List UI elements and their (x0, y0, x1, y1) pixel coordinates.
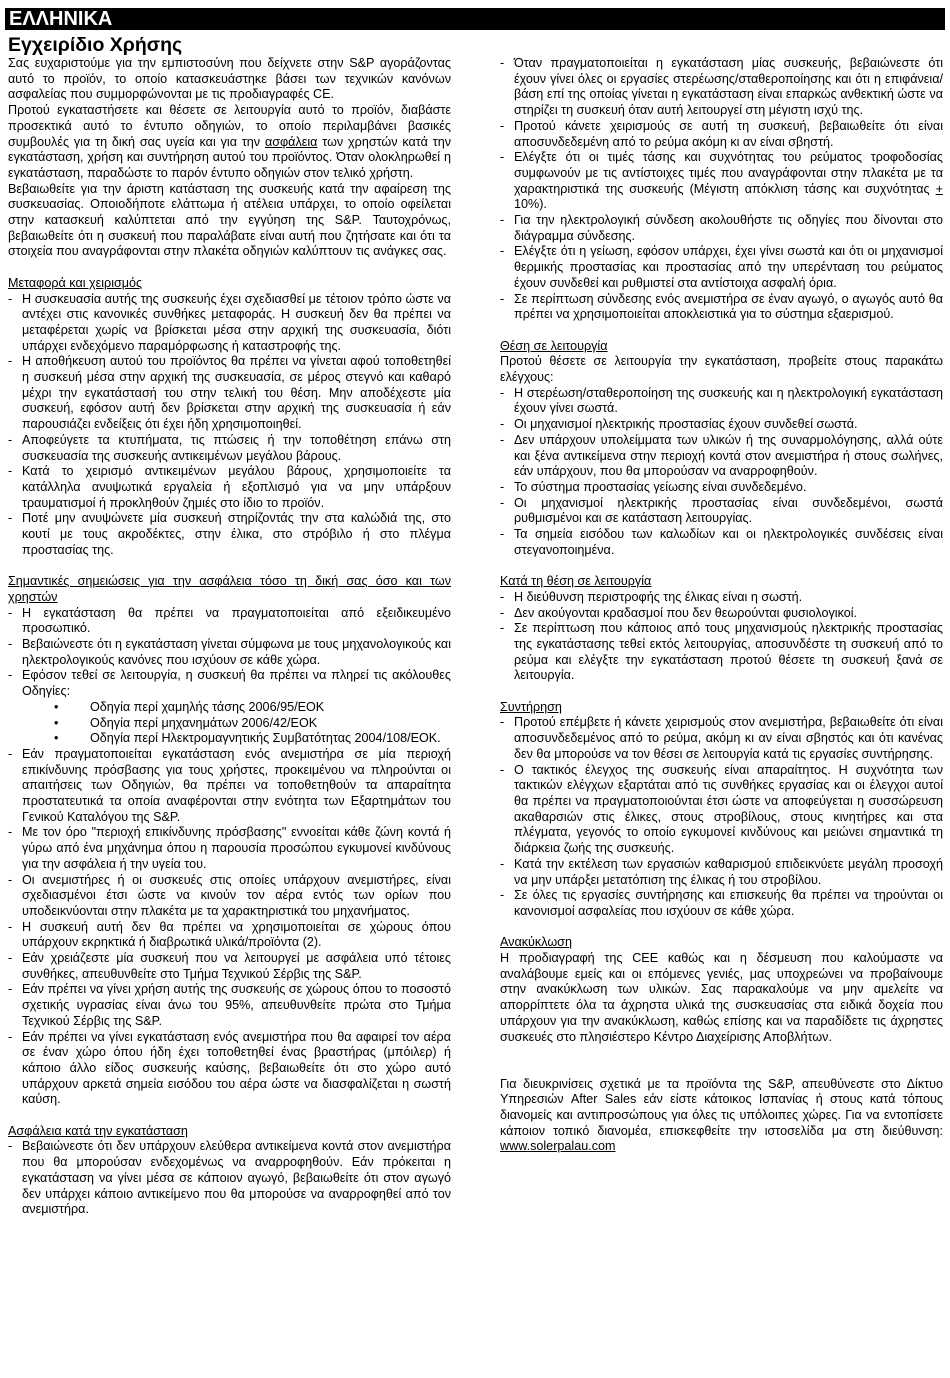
list-item-text: Σε περίπτωση που κάποιος από τους μηχανισμούς ηλεκτρικής προστασίας της εγκατάστασης τεθεί εκτός λειτουργίας, αποσυνδέστε τη συσκευή από το ρεύμα και ελέγξτε την εγκατάσταση προτού θέσετε τη συσκευή ξανά σε λειτουργία. (514, 621, 943, 683)
list-item-text: Οι ανεμιστήρες ή οι συσκευές στις οποίες υπάρχουν ανεμιστήρες, είναι σχεδιασμένοι έτσι ώστε να κινούν τον αέρα εντός των ορίων που υποδεικνύονται στην πλακέτα με τα χαρακτηριστικά του μηχανήματος. (22, 872, 451, 918)
list-item (8, 637, 451, 668)
intro-p2-text-a: Προτού εγκαταστήσετε και θέσετε σε λειτουργία αυτό το προϊόν, διαβάστε προσεκτικά αυτό το έντυπο οδηγιών, το οποίο περιλαμβάνει βασικές συμβουλές για τη δική σας υγεία και για την (8, 103, 451, 149)
list-item (500, 292, 943, 323)
maintenance-title: Συντήρηση (500, 699, 562, 714)
directive-text: Οδηγία περί μηχανημάτων 2006/42/ΕΟΚ (90, 715, 318, 730)
directive-bullet (8, 700, 451, 716)
list-item (8, 511, 451, 558)
operation-list (500, 590, 943, 684)
dash-marker: - (500, 605, 505, 620)
list-item (8, 747, 451, 826)
list-item-text: Όταν πραγματοποιείται η εγκατάσταση μίας συσκευής, βεβαιώνεστε ότι έχουν γίνει όλες οι εργασίες στερέωσης/σταθεροποίησης και ότι η επιφάνεια/βάση επί της οποίας γίνεται η εγκατάσταση είναι επαρκώς ανθεκτική ώστε να στηρίζει τη συσκευή όταν αυτή λειτουργεί στη μέγιστη ισχύ της. (514, 56, 943, 118)
dash-marker: - (500, 495, 505, 510)
dash-marker: - (500, 621, 505, 636)
list-item (500, 244, 943, 291)
website-link[interactable]: www.solerpalau.com (500, 1139, 616, 1154)
contact-text: Για διευκρινίσεις σχετικά με τα προϊόντα της S&P, απευθύνεστε στο Δίκτυο Υπηρεσιών After Sales εάν είστε κάτοικος Ισπανίας ή στους κατά τόπους διανομείς και αντιπροσώπους για όλες τις υπόλοιπες χώρες. Για να εντοπίσετε κάποιον τοπικό διανομέα, επισκεφθείτε την ιστοσελίδα μα στη διεύθυνση: (500, 1076, 943, 1138)
voltage-text-b: 10%). (514, 197, 547, 212)
list-item (500, 606, 943, 622)
list-item (8, 982, 451, 1029)
list-item-text: Βεβαιώνεστε ότι η εγκατάσταση γίνεται σύμφωνα με τους μηχανολογικούς και ηλεκτρολογικούς κανόνες που ισχύουν σε κάθε χώρα. (22, 636, 451, 667)
start-up-intro: Προτού θέσετε σε λειτουργία την εγκατάσταση, προβείτε στους παρακάτω ελέγχους: (500, 354, 943, 385)
list-item (500, 386, 943, 417)
dash-marker: - (8, 464, 13, 479)
list-item (8, 951, 451, 982)
language-header: ΕΛΛΗΝΙΚΑ (5, 8, 945, 30)
list-item-text: Κατά το χειρισμό αντικειμένων μεγάλου βάρους, χρησιμοποιείτε τα κατάλληλα ανυψωτικά εργαλεία ή εξοπλισμό για να μην υπάρξουν τραυματισμοί ή προκληθούν ζημιές στο ίδιο το προϊόν. (22, 464, 451, 510)
list-item-text: Αποφεύγετε τα κτυπήματα, τις πτώσεις ή την τοποθέτηση επάνω στη συσκευασία της συσκευής αντικειμένων μεγάλου βάρους. (22, 432, 451, 463)
intro-paragraph-2 (8, 103, 451, 182)
list-item (500, 480, 943, 496)
dash-marker: - (8, 354, 13, 369)
dash-marker: - (8, 746, 13, 761)
list-item-text: Εάν πραγματοποιείται εγκατάσταση ενός ανεμιστήρα σε μία περιοχή επικίνδυνης πρόσβασης για τους χρήστες, προκειμένου να πληρούνται οι απαιτήσεις των Οδηγιών, θα πρέπει να τοποθετηθούν τα απαραίτητα προστατευτικά τα οποία αναφέρονται στην ενότητα των Εξαρτημάτων του Γενικού Καταλόγου της S&P. (22, 746, 451, 824)
list-item-text: Η αποθήκευση αυτού του προϊόντος θα πρέπει να γίνεται αφού τοποθετηθεί η συσκευή μέσα στην αρχική της συσκευασία, σε μέρος στεγνό και καθαρό μέχρι την εγκατάστασή του στην τελική του θέση. Μην αποδέχεστε μία συσκευή, εφόσον αυτή δεν βρίσκεται στην αρχική της συσκευασία ή εάν παρουσιάζει ενδείξεις ότι έχει ήδη χρησιμοποιηθεί. (22, 354, 451, 432)
list-item (500, 857, 943, 888)
install-safety-list-continued (500, 56, 943, 323)
dash-marker: - (8, 636, 13, 651)
list-item-text: Η εγκατάσταση θα πρέπει να πραγματοποιείται από εξειδικευμένο προσωπικό. (22, 605, 451, 636)
list-item (500, 56, 943, 119)
list-item-text: Το σύστημα προστασίας γείωσης είναι συνδεδεμένο. (514, 479, 807, 494)
dash-marker: - (500, 589, 505, 604)
directive-text: Οδηγία περί Ηλεκτρομαγνητικής Συμβατότητας 2004/108/ΕΟΚ. (90, 731, 441, 746)
dash-marker: - (8, 951, 13, 966)
bullet-marker: • (54, 731, 59, 746)
list-item-text: Τα σημεία εισόδου των καλωδίων και οι ηλεκτρολογικές συνδέσεις είναι στεγανοποιημένα. (514, 527, 943, 557)
list-item-text (514, 150, 943, 213)
list-item-text: Ελέγξτε ότι η γείωση, εφόσον υπάρχει, έχει γίνει σωστά και ότι οι μηχανισμοί θερμικής προστασίας και προστασίας από την υπερένταση του ρεύματος έχουν συνδεθεί και ρυθμιστεί στα αντίστοιχα ασφαλή όρια. (514, 244, 943, 290)
intro-paragraph-3: Βεβαιωθείτε για την άριστη κατάσταση της συσκευής κατά την αφαίρεση της συσκευασίας. Οποιοδήποτε ελάττωμα ή ατέλεια υπάρχει, το οποίο οφείλεται στην κατασκευή καλύπτεται από την εγγύηση της S&P. Ταυτοχρόνως, βεβαιωθείτε ότι η συσκευή που παραλάβατε είναι αυτή που ζητήσατε και ότι τα στοιχεία που αναγράφονται στην πλακέτα οδηγιών καλύπτουν τις ανάγκες σας. (8, 181, 451, 259)
start-up-list (500, 386, 943, 559)
dash-marker: - (8, 825, 13, 840)
install-safety-title: Ασφάλεια κατά την εγκατάσταση (8, 1123, 188, 1138)
list-item (500, 433, 943, 480)
right-column (500, 56, 943, 1155)
list-item (500, 150, 943, 213)
dash-marker: - (500, 527, 505, 542)
list-item-text: Οι μηχανισμοί ηλεκτρικής προστασίας έχουν συνδεθεί σωστά. (514, 417, 858, 432)
dash-marker: - (8, 982, 13, 997)
maintenance-list (500, 715, 943, 919)
dash-marker: - (500, 479, 505, 494)
list-item (500, 527, 943, 558)
list-item (500, 417, 943, 433)
list-item (500, 496, 943, 527)
list-item-text: Εφόσον τεθεί σε λειτουργία, η συσκευή θα πρέπει να πληρεί τις ακόλουθες Οδηγίες: (22, 668, 451, 699)
directive-bullet (8, 716, 451, 732)
list-item-text: Εάν χρειάζεστε μία συσκευή που να λειτουργεί με ασφάλεια υπό τέτοιες συνθήκες, απευθυνθείτε στο Τμήμα Τεχνικού Σέρβις της S&P. (22, 951, 451, 981)
intro-paragraph-1: Σας ευχαριστούμε για την εμπιστοσύνη που δείχνετε στην S&P αγοράζοντας αυτό το προϊόν, το οποίο κατασκευάστηκε βάσει των τεχνικών κανόνων ασφαλείας που συμμορφώνονται με τις προδιαγραφές CE. (8, 56, 451, 102)
list-item-text: Σε όλες τις εργασίες συντήρησης και επισκευής θα πρέπει να τηρούνται οι κανονισμοί ασφαλείας που ισχύουν σε κάθε χώρα. (514, 888, 943, 918)
operation-title: Κατά τη θέση σε λειτουργία (500, 574, 652, 589)
bullet-marker: • (54, 699, 59, 714)
transport-title: Μεταφορά και χειρισμός (8, 275, 143, 290)
dash-marker: - (8, 605, 13, 620)
list-item (8, 606, 451, 637)
list-item (8, 873, 451, 920)
contact-paragraph (500, 1077, 943, 1156)
list-item (8, 464, 451, 511)
dash-marker: - (8, 919, 13, 934)
list-item (500, 888, 943, 919)
recycling-title: Ανακύκλωση (500, 935, 572, 950)
directive-bullet (8, 731, 451, 747)
list-item-text: Προτού κάνετε χειρισμούς σε αυτή τη συσκευή, βεβαιωθείτε ότι είναι αποσυνδεδεμένη από το ρεύμα ακόμη κι αν είναι σβηστή. (514, 118, 943, 149)
list-item-text: Η στερέωση/σταθεροποίηση της συσκευής και η ηλεκτρολογική εγκατάσταση έχουν γίνει σωστά. (514, 385, 943, 416)
dash-marker: - (8, 1029, 13, 1044)
start-up-title: Θέση σε λειτουργία (500, 338, 608, 353)
list-item (8, 292, 451, 355)
dash-marker: - (500, 762, 505, 777)
dash-marker: - (500, 150, 505, 165)
list-item-text: Η συσκευή αυτή δεν θα πρέπει να χρησιμοποιείται σε χώρους όπου υπάρχουν εκρηκτικά ή διαβρωτικά υλικά/προϊόντα (2). (22, 919, 451, 950)
directive-text: Οδηγία περί χαμηλής τάσης 2006/95/ΕΟΚ (90, 699, 325, 714)
dash-marker: - (8, 668, 13, 683)
safety-notes-list (8, 606, 451, 1109)
list-item-text: Η διεύθυνση περιστροφής της έλικας είναι η σωστή. (514, 589, 803, 604)
list-item (500, 119, 943, 150)
list-item-text: Βεβαιώνεστε ότι δεν υπάρχουν ελεύθερα αντικείμενα κοντά στον ανεμιστήρα που θα μπορούσαν ενδεχομένως να αναρροφηθούν. Εάν πρόκειται η εγκατάσταση να γίνει μέσα σε κάποιον αγωγό, βεβαιωθείτε ότι στον αγωγό δεν υπάρχει κάποιο αντικείμενο που θα μπορούσε να αναρροφηθεί από τον ανεμιστήρα. (22, 1139, 451, 1217)
list-item (8, 825, 451, 872)
list-item-text: Για την ηλεκτρολογική σύνδεση ακολουθήστε τις οδηγίες που δίνονται στο διάγραμμα σύνδεσης. (514, 213, 943, 243)
dash-marker: - (500, 244, 505, 259)
list-item-text: Ποτέ μην ανυψώνετε μία συσκευή στηρίζοντάς την στα καλώδιά της, στο κουτί με τους ακροδέκτες, στην έλικα, στο στρόβιλο ή στο πλέγμα προστασίας της. (22, 511, 451, 557)
list-item (500, 590, 943, 606)
list-item-text: Η συσκευασία αυτής της συσκευής έχει σχεδιασθεί με τέτοιον τρόπο ώστε να αντέχει στις κανονικές συνθήκες μεταφοράς. Η συσκευή δεν θα πρέπει να μεταφέρεται χωρίς να βρίσκεται μέσα στην αρχική της συσκευασία, διότι υπάρχει ενδεχόμενο παραμόρφωσης ή καταστροφής της. (22, 291, 451, 353)
bullet-marker: • (54, 715, 59, 730)
list-item-text: Κατά την εκτέλεση των εργασιών καθαρισμού επιδεικνύετε μεγάλη προσοχή να μην υπάρξει μετατόπιση της έλικας ή του στροβίλου. (514, 856, 943, 887)
dash-marker: - (500, 385, 505, 400)
recycling-text: Η προδιαγραφή της CEE καθώς και η δέσμευση που καλούμαστε να αναλάβουμε εμείς και οι επόμενες γενιές, μας υποχρεώνει να προβαίνουμε στην ανακύκλωση των υλικών. Σας παρακαλούμε να μην αμελείτε να απορρίπτετε όλα τα άχρηστα υλικά της συσκευασίας στα ειδικά δοχεία που υπάρχουν για την ανακύκλωση, καθώς επίσης και να παραδίδετε τις άχρηστες συσκευές στο πλησιέστερο Κέντρο Διαχείρισης Αποβλήτων. (500, 951, 943, 1044)
list-item (8, 668, 451, 699)
list-item-text: Εάν πρέπει να γίνει χρήση αυτής της συσκευής σε χώρους όπου το ποσοστό σχετικής υγρασίας είναι άνω του 95%, απευθυνθείτε πρώτα στο Τμήμα Τεχνικού Σέρβις της S&P. (22, 982, 451, 1028)
dash-marker: - (500, 888, 505, 903)
list-item (500, 213, 943, 244)
list-item (8, 1139, 451, 1218)
dash-marker: - (500, 417, 505, 432)
list-item (8, 354, 451, 433)
list-item-text: Εάν πρέπει να γίνει εγκατάσταση ενός ανεμιστήρα που θα αφαιρεί τον αέρα σε έναν χώρο όπου ήδη έχει τοποθετηθεί ένας βραστήρας (μπόιλερ) ή κάποιο άλλο είδος συσκευής καύσης, βεβαιωθείτε ότι στο χώρο αυτό υπάρχουν αρκετά σημεία εισόδου του αέρα ώστε να διασφαλίζεται η σωστή καύση. (22, 1029, 451, 1107)
list-item (500, 621, 943, 684)
dash-marker: - (500, 432, 505, 447)
list-item-text: Σε περίπτωση σύνδεσης ενός ανεμιστήρα σε έναν αγωγό, ο αγωγός αυτό θα πρέπει να χρησιμοποιείται αποκλειστικά για το σύστημα εξαερισμού. (514, 291, 943, 322)
list-item (500, 763, 943, 857)
dash-marker: - (500, 118, 505, 133)
dash-marker: - (8, 872, 13, 887)
dash-marker: - (500, 715, 505, 730)
dash-marker: - (500, 213, 505, 228)
safety-notes-title: Σημαντικές σημειώσεις για την ασφάλεια τόσο τη δική σας όσο και των χρηστών (8, 574, 451, 604)
dash-marker: - (8, 1139, 13, 1154)
list-item-text: Με τον όρο "περιοχή επικίνδυνης πρόσβασης" εννοείται κάθε ζώνη κοντά ή γύρω από ένα μηχάνημα όπου η παρουσία προσώπου εγκυμονεί κινδύνους για την ασφάλεια ή την υγεία του. (22, 825, 451, 871)
list-item (8, 433, 451, 464)
intro-p2-text-b: των χρηστών κατά την εγκατάσταση, χρήση και συντήρηση αυτού του προϊόντος. Όταν ολοκληρωθεί η εγκατάσταση, παραδώστε το παρόν έντυπο οδηγιών στον τελικό χρήστη. (8, 134, 451, 180)
left-column (8, 56, 451, 1218)
list-item (8, 920, 451, 951)
dash-marker: - (8, 511, 13, 526)
transport-list (8, 292, 451, 559)
dash-marker: - (500, 56, 505, 70)
voltage-text-a: Ελέγξτε ότι οι τιμές τάσης και συχνότητας του ρεύματος τροφοδοσίας συμφωνούν με τις αντίστοιχες τιμές που αναγράφονται στην πλακέτα με τα χαρακτηριστικά της συσκευής (Μέγιστη απόκλιση τάσης και συχνότητας (514, 150, 943, 196)
list-item-text: Προτού επέμβετε ή κάνετε χειρισμούς στον ανεμιστήρα, βεβαιωθείτε ότι είναι αποσυνδεδεμένος από το ρεύμα, ακόμη κι αν είναι σβηστός και ότι κανένας δεν θα μπορούσε να τον θέσει σε λειτουργία κατά τις εργασίες συντήρησης. (514, 715, 943, 761)
list-item (500, 715, 943, 762)
plus-minus-sign: + (935, 181, 943, 196)
document-title: Εγχειρίδιο Χρήσης (8, 34, 183, 56)
dash-marker: - (8, 432, 13, 447)
dash-marker: - (500, 291, 505, 306)
list-item-text: Δεν υπάρχουν υπολείμματα των υλικών ή της συναρμολόγησης, αλλά ούτε και ξένα αντικείμενα στην περιοχή κοντά στον ανεμιστήρα ή στους σωλήνες, εάν υπάρχουν, που θα μπορούσαν να αναρροφηθούν. (514, 432, 943, 479)
list-item-text: Ο τακτικός έλεγχος της συσκευής είναι απαραίτητος. Η συχνότητα των τακτικών ελέγχων εξαρτάται από τις συνθήκες εργασίας και οι έλεγχοι αυτοί θα πρέπει να πραγματοποιούνται έτσι ώστε να αποφεύγεται η συσσώρευση ακαθαρσιών στις έλικες, στους στροβίλους, στους κινητήρες και στα πλέγματα, γεγονός το οποίο εγκυμονεί κινδύνους και μειώνει σημαντικά τη διάρκεια ζωής της συσκευής. (514, 762, 943, 856)
dash-marker: - (8, 291, 13, 306)
list-item-text: Δεν ακούγονται κραδασμοί που δεν θεωρούνται φυσιολογικοί. (514, 605, 858, 620)
list-item-text: Οι μηχανισμοί ηλεκτρικής προστασίας είναι συνδεδεμένοι, σωστά ρυθμισμένοι και σε κατάσταση λειτουργίας. (514, 495, 943, 526)
dash-marker: - (500, 856, 505, 871)
safety-underlined-word: ασφάλεια (264, 134, 318, 149)
list-item (8, 1030, 451, 1109)
